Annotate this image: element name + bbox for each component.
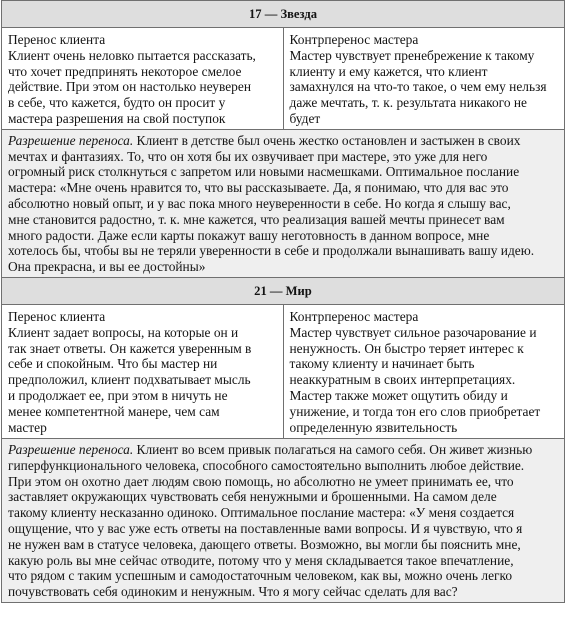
resolution-line: огромный риск столкнуться с запретом или новыми насмешками. Оптимальное послание (8, 164, 520, 180)
resolution-line: много радости. Даже если карты покажут вашу неготовность в данном вопросе, мне (8, 227, 490, 243)
resolution-label: Разрешение переноса. (8, 132, 134, 148)
client-line: мастера разрешения на свой поступок (8, 110, 226, 126)
resolution-line: какую роль вы мне сейчас отводите, потому что у меня складывается такое впечатление, (8, 552, 514, 568)
resolution-line: почувствовать себя одиноким и ненужным. Что я могу сейчас сделать для вас? (8, 584, 458, 600)
client-line: что хочет предпринять некоторое смелое (8, 63, 242, 79)
master-line: определенную язвительность (289, 419, 458, 435)
resolution-text: Клиент во всем привык полагаться на самого себя. Он живет жизнью (133, 441, 533, 457)
master-caption: Контрперенос мастера (289, 32, 419, 47)
resolution-line: мне становится радостно, т. к. мне кажется, что реализация вашей мечты принесет вам (8, 211, 505, 227)
resolution-line: При этом он охотно дает людям свою помощь, но абсолютно не умеет принимать ее, что (8, 473, 514, 489)
master-line: неаккуратным в своих интерпретациях. (289, 372, 516, 388)
client-line: Клиент задает вопросы, на которые он и (8, 324, 239, 340)
resolution-first-line (8, 133, 559, 149)
client-line: предположил, клиент подхватывает мысль (8, 372, 251, 388)
client-line: действие. При этом он настолько неуверен (8, 79, 251, 95)
master-line: унижение, и тогда тон его слов приобретает (289, 403, 541, 419)
client-line: в себе, что кажется, будто он просит у (8, 95, 226, 111)
section-star (1, 0, 565, 278)
master-line: ненужность. Он быстро теряет интерес к (289, 340, 524, 356)
resolution-line: Она прекрасна, и вы ее достойны» (8, 259, 206, 275)
client-transference-cell (2, 304, 284, 438)
client-caption: Перенос клиента (8, 308, 106, 324)
resolution-line: гиперфункционального человека, способного самостоятельно выполнить любое действие. (8, 457, 525, 473)
resolution-text: Клиент в детстве был очень жестко остановлен и застыжен в своих (133, 132, 521, 148)
resolution-line: абсолютно новый опыт, и у вас пока много неуверенности в себе. Но когда я слышу вас, (8, 195, 511, 211)
master-line: Мастер чувствует сильное разочарование и (289, 324, 537, 340)
resolution-line: что рядом с таким успешным и самодостаточным человеком, как вы, можно очень легко (8, 568, 513, 584)
section-title: 17 — Звезда (2, 1, 565, 28)
master-line: будет (289, 110, 321, 126)
resolution-cell (2, 438, 565, 602)
resolution-line: мастера: «Мне очень нравится то, что вы рассказываете. Да, я понимаю, что для вас это (8, 180, 509, 196)
resolution-label: Разрешение переноса. (8, 441, 134, 457)
master-line: клиенту и ему кажется, что клиент (289, 63, 488, 79)
client-line: себе и спокойным. Что бы мастер ни (8, 356, 218, 372)
master-line: Мастер также может ощутить обиду и (289, 387, 508, 403)
client-caption: Перенос клиента (8, 32, 106, 47)
master-line: такому клиенту и начинает быть (289, 356, 475, 372)
resolution-line: мечтах и фантазиях. То, что он хотя бы их озвучивает при мастере, это уже для него (8, 148, 488, 164)
client-line: Клиент очень неловко пытается рассказать, (8, 47, 256, 63)
master-line: замахнулся на что-то такое, о чем ему нельзя (289, 79, 547, 95)
resolution-line: хотелось бы, чтобы вы не теряли уверенности в себе и продолжали вынашивать вашу идею. (8, 243, 535, 259)
resolution-cell (2, 129, 565, 277)
resolution-line: такому клиенту несказанно одиноко. Оптимальное послание мастера: «У меня создается (8, 505, 515, 521)
section-world (1, 277, 565, 603)
resolution-first-line (8, 442, 559, 458)
client-transference-cell (2, 28, 284, 130)
client-line: менее компетентной манере, чем сам (8, 403, 220, 419)
client-line: мастер (8, 419, 47, 435)
master-caption: Контрперенос мастера (289, 308, 419, 324)
master-line: Мастер чувствует пренебрежение к такому (289, 47, 535, 63)
client-line: так знает ответы. Он кажется уверенным в (8, 340, 252, 356)
client-line: и продолжает ее, при этом в ничуть не (8, 387, 228, 403)
document-page (1, 0, 565, 631)
master-countertransference-cell (283, 304, 565, 438)
master-countertransference-cell (283, 28, 565, 130)
section-title: 21 — Мир (2, 277, 565, 304)
resolution-line: не нужен вам в статусе человека, дающего ответы. Возможно, вы могли бы пояснить мне, (8, 536, 521, 552)
resolution-line: ощущение, что у вас уже есть ответы на поставленные вами вопросы. И я чувствую, что я (8, 520, 523, 536)
master-line: даже мечтать, т. к. результата никакого не (289, 95, 527, 111)
resolution-line: заставляет окружающих чувствовать себя ненужными и брошенными. На самом деле (8, 489, 497, 505)
